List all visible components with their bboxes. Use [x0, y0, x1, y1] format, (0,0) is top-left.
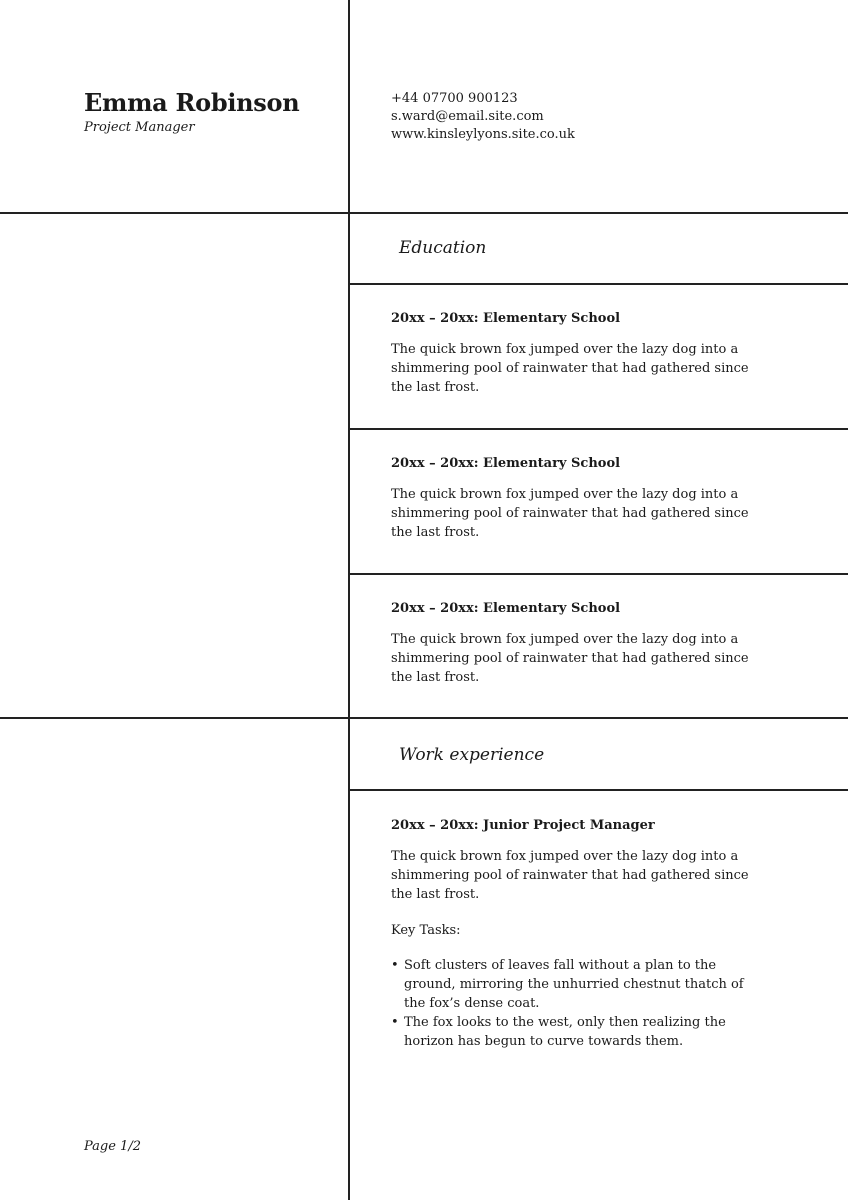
bullet-icon: • — [391, 1015, 399, 1030]
entry-description: The quick brown fox jumped over the lazy dog into a shimmering pool of rainwater that had gathered since the last frost. — [391, 632, 749, 685]
task-text: The fox looks to the west, only then realizing the horizon has begun to curve towards them. — [404, 1015, 726, 1049]
task-list — [391, 956, 766, 1051]
education-title: Education — [399, 238, 487, 258]
education-entry — [391, 456, 766, 542]
column-divider — [348, 0, 350, 1200]
task-item — [391, 1013, 766, 1051]
contact-block — [391, 90, 575, 144]
task-text: Soft clusters of leaves fall without a plan to the ground, mirroring the unhurried chestnut thatch of the fox’s dense coat. — [404, 958, 744, 1011]
work-title: Work experience — [399, 745, 545, 765]
contact-phone: +44 07700 900123 — [391, 91, 518, 106]
key-tasks-label: Key Tasks: — [391, 923, 461, 938]
contact-email: s.ward@email.site.com — [391, 109, 544, 124]
person-name: Emma Robinson — [84, 88, 300, 117]
entry-heading: 20xx – 20xx: Elementary School — [391, 456, 621, 471]
work-entry — [391, 818, 766, 1051]
education-entry — [391, 311, 766, 397]
entry-description: The quick brown fox jumped over the lazy dog into a shimmering pool of rainwater that had gathered since the last frost. — [391, 487, 749, 540]
section-divider — [0, 717, 848, 719]
education-entry-divider — [348, 428, 848, 430]
header-divider — [0, 212, 848, 214]
entry-heading: 20xx – 20xx: Elementary School — [391, 311, 621, 326]
task-item — [391, 956, 766, 1013]
person-role: Project Manager — [84, 120, 195, 135]
education-title-divider — [348, 283, 848, 285]
entry-heading: 20xx – 20xx: Junior Project Manager — [391, 818, 655, 833]
bullet-icon: • — [391, 958, 399, 973]
contact-website: www.kinsleylyons.site.co.uk — [391, 127, 575, 142]
education-entry-divider — [348, 573, 848, 575]
entry-description: The quick brown fox jumped over the lazy dog into a shimmering pool of rainwater that had gathered since the last frost. — [391, 342, 749, 395]
entry-heading: 20xx – 20xx: Elementary School — [391, 601, 621, 616]
work-title-divider — [348, 789, 848, 791]
education-entry — [391, 601, 766, 687]
page-number: Page 1/2 — [84, 1139, 141, 1154]
entry-description: The quick brown fox jumped over the lazy dog into a shimmering pool of rainwater that had gathered since the last frost. — [391, 849, 749, 902]
